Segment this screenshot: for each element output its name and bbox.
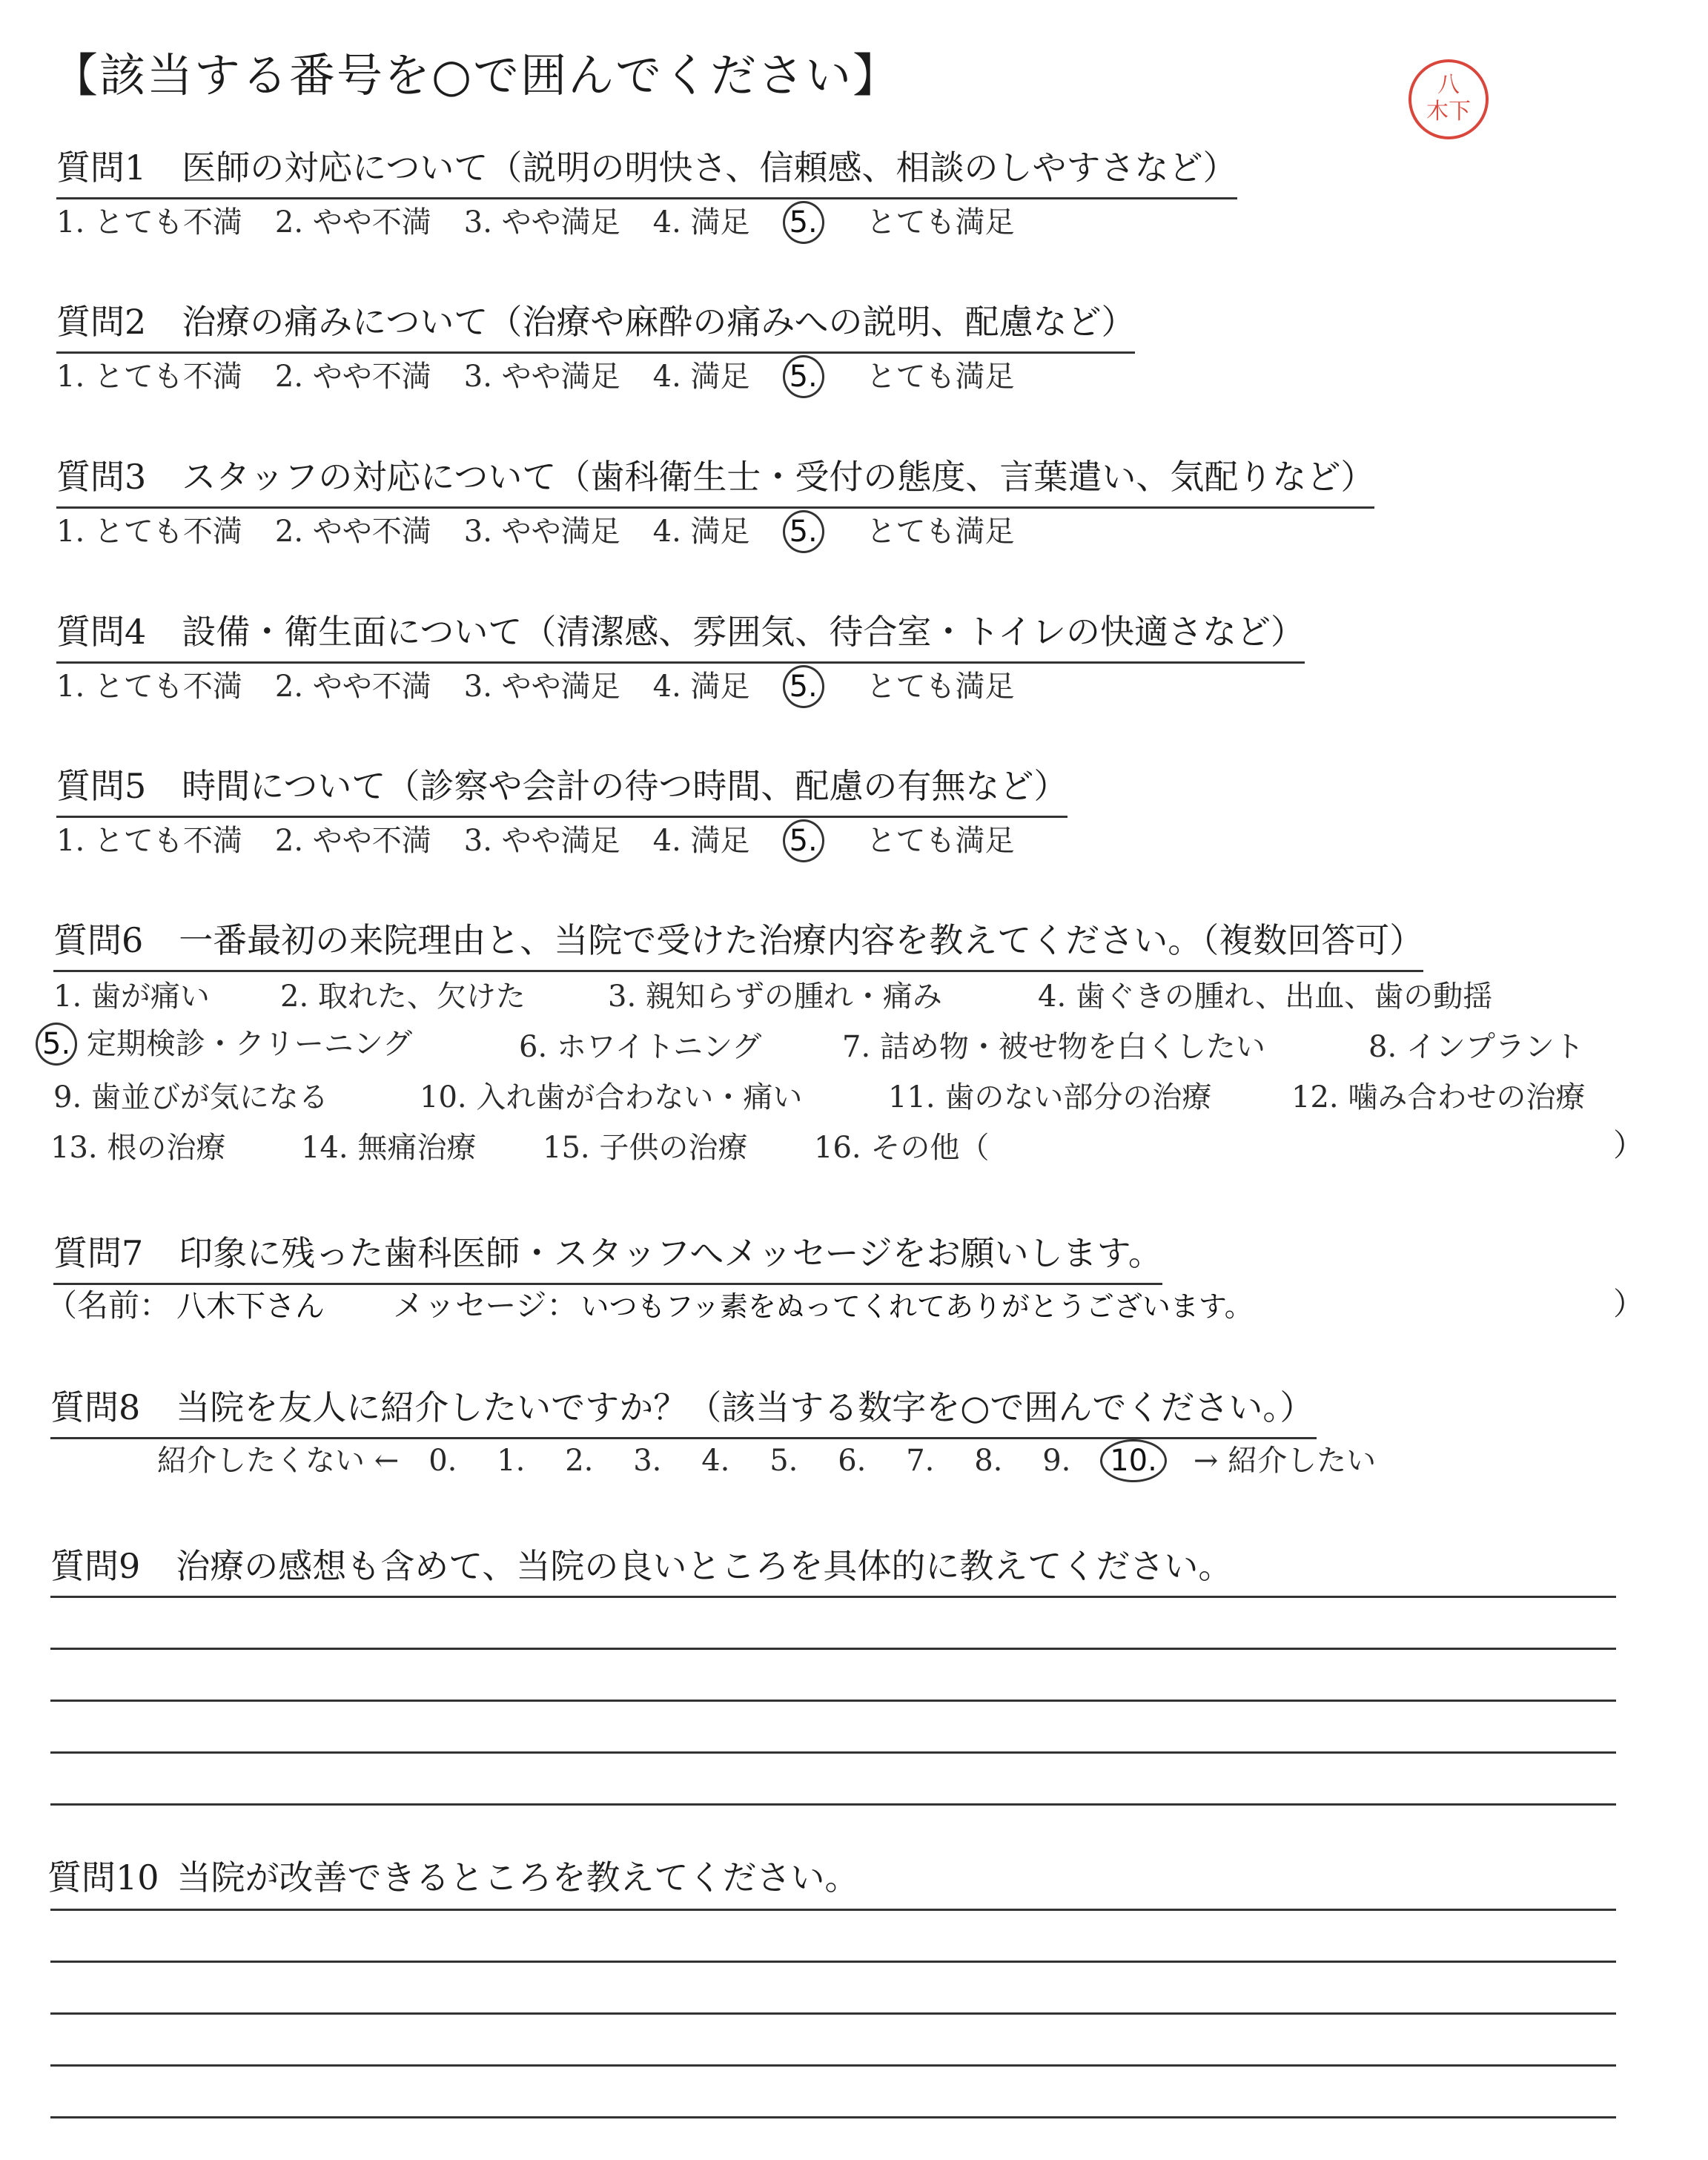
q5-option-3[interactable]: 3. やや満足 — [463, 824, 620, 858]
question-1-label: 質問1 — [56, 148, 147, 188]
q7-name-label: （名前： — [46, 1287, 171, 1324]
question-5-text: 時間について（診察や会計の待つ時間、配慮の有無など） — [182, 766, 1068, 806]
q8-scale-3[interactable]: 3. — [633, 1444, 662, 1478]
question-10-label: 質問10 — [47, 1857, 159, 1898]
question-5-options — [56, 817, 1079, 862]
question-6-text: 一番最初の来院理由と、当院で受けた治療内容を教えてください。（複数回答可） — [179, 920, 1424, 960]
q5-selected-mark: 5. — [783, 819, 824, 862]
q6-option-11[interactable]: 11. 歯のない部分の治療 — [888, 1080, 1212, 1114]
q2-selected-mark: 5. — [783, 355, 824, 398]
q8-scale-2[interactable]: 2. — [565, 1444, 594, 1478]
q2-option-5-label: とても満足 — [866, 360, 1015, 394]
q1-selected-mark: 5. — [783, 201, 824, 244]
question-8-text: 当院を友人に紹介したいですか？（該当する数字を○で囲んでください。） — [176, 1387, 1314, 1427]
question-4-text: 設備・衛生面について（清潔感、雰囲気、待合室・トイレの快適さなど） — [182, 612, 1305, 652]
q1-option-2[interactable]: 2. やや不満 — [274, 205, 431, 240]
q8-scale-9[interactable]: 9. — [1042, 1444, 1071, 1478]
seal-text-1: 八 — [1437, 72, 1460, 98]
question-7-text: 印象に残った歯科医師・スタッフへメッセージをお願いします。 — [179, 1233, 1162, 1273]
q5-option-4[interactable]: 4. 満足 — [652, 824, 750, 858]
q10-answer-line-5[interactable] — [50, 2116, 1616, 2118]
q3-option-5[interactable] — [783, 508, 1047, 553]
q10-answer-line-3[interactable] — [50, 2012, 1616, 2015]
question-3-label: 質問3 — [56, 457, 147, 497]
question-6-label: 質問6 — [53, 920, 144, 960]
question-5-label: 質問5 — [56, 766, 147, 806]
q1-option-3[interactable]: 3. やや満足 — [463, 205, 620, 240]
q8-scale-1[interactable]: 1. — [497, 1444, 526, 1478]
q6-option-10[interactable]: 10. 入れ歯が合わない・痛い — [420, 1080, 803, 1114]
question-1-text: 医師の対応について（説明の明快さ、信頼感、相談のしやすさなど） — [182, 148, 1237, 188]
q8-selected-mark[interactable]: 10. — [1100, 1439, 1167, 1482]
q7-message-value: いつもフッ素をぬってくれてありがとうございます。 — [580, 1290, 1253, 1323]
question-5-title — [56, 759, 1068, 818]
question-9-text: 治療の感想も含めて、当院の良いところを具体的に教えてください。 — [176, 1546, 1233, 1586]
q9-answer-line-2[interactable] — [50, 1648, 1616, 1650]
q5-option-1[interactable]: 1. とても不満 — [56, 824, 242, 858]
q9-answer-line-3[interactable] — [50, 1700, 1616, 1702]
question-2-options — [56, 353, 1079, 398]
question-3-title — [56, 450, 1374, 509]
q3-option-3[interactable]: 3. やや満足 — [463, 515, 620, 549]
q4-option-3[interactable]: 3. やや満足 — [463, 670, 620, 704]
q6-option-4[interactable]: 4. 歯ぐきの腫れ、出血、歯の動揺 — [1038, 980, 1493, 1014]
q4-option-5-label: とても満足 — [866, 670, 1015, 704]
q9-answer-line-4[interactable] — [50, 1751, 1616, 1754]
q1-option-1[interactable]: 1. とても不満 — [56, 205, 242, 240]
q8-scale-4[interactable]: 4. — [701, 1444, 730, 1478]
seal-text-2: 木下 — [1426, 99, 1471, 125]
form-heading: 【該当する番号を○で囲んでください】 — [52, 48, 901, 102]
q8-scale-8[interactable]: 8. — [974, 1444, 1003, 1478]
q2-option-5[interactable] — [783, 353, 1047, 398]
q7-name-value: 八木下さん — [176, 1289, 325, 1324]
q6-option-5[interactable] — [36, 1020, 412, 1066]
question-10-text: 当院が改善できるところを教えてください。 — [176, 1857, 859, 1898]
q6-option-13[interactable]: 13. 根の治療 — [50, 1131, 226, 1165]
q4-selected-mark: 5. — [783, 665, 824, 708]
q8-scale-row — [157, 1437, 1376, 1482]
q9-answer-line-5[interactable] — [50, 1803, 1616, 1806]
q3-option-5-label: とても満足 — [866, 515, 1015, 549]
q6-option-5-label: 定期検診・クリーニング — [86, 1027, 413, 1061]
q8-scale-5[interactable]: 5. — [769, 1444, 798, 1478]
q6-selected-mark: 5. — [36, 1023, 77, 1066]
question-1-options — [56, 199, 1079, 244]
question-9-title — [50, 1539, 1232, 1588]
q10-answer-line-1[interactable] — [50, 1909, 1616, 1911]
q6-option-9[interactable]: 9. 歯並びが気になる — [53, 1080, 328, 1114]
q10-answer-line-4[interactable] — [50, 2064, 1616, 2067]
q2-option-3[interactable]: 3. やや満足 — [463, 360, 620, 394]
question-3-options — [56, 508, 1079, 553]
question-4-label: 質問4 — [56, 612, 147, 652]
q8-scale-7[interactable]: 7. — [906, 1444, 935, 1478]
question-2-title — [56, 295, 1135, 354]
q1-option-5-label: とても満足 — [866, 205, 1015, 240]
q6-option-6[interactable]: 6. ホワイトニング — [519, 1030, 762, 1064]
q5-option-5-label: とても満足 — [866, 824, 1015, 858]
q8-scale-0[interactable]: 0. — [428, 1444, 457, 1478]
q6-option-3[interactable]: 3. 親知らずの腫れ・痛み — [608, 980, 942, 1014]
q6-option-16[interactable]: 16. その他（ — [814, 1131, 990, 1165]
q7-message-label: メッセージ： — [393, 1287, 578, 1324]
question-7-label: 質問7 — [53, 1233, 144, 1273]
q3-option-4[interactable]: 4. 満足 — [652, 515, 750, 549]
q1-option-4[interactable]: 4. 満足 — [652, 205, 750, 240]
question-10-title — [47, 1851, 859, 1900]
q6-option-14[interactable]: 14. 無痛治療 — [301, 1131, 477, 1165]
q1-option-5[interactable] — [783, 199, 1047, 244]
question-4-title — [56, 605, 1305, 664]
seal-stamp — [1409, 59, 1489, 139]
question-9-label: 質問9 — [50, 1546, 141, 1586]
q3-selected-mark: 5. — [783, 510, 824, 553]
q4-option-1[interactable]: 1. とても不満 — [56, 670, 242, 704]
q8-scale-6[interactable]: 6. — [838, 1444, 867, 1478]
q6-option-7[interactable]: 7. 詰め物・被せ物を白くしたい — [842, 1030, 1265, 1064]
question-6-title — [53, 914, 1423, 972]
q10-answer-line-2[interactable] — [50, 1961, 1616, 1963]
q6-option-1[interactable]: 1. 歯が痛い — [53, 980, 210, 1014]
q2-option-1[interactable]: 1. とても不満 — [56, 360, 242, 394]
q2-option-2[interactable]: 2. やや不満 — [274, 360, 431, 394]
q7-name-field[interactable] — [46, 1281, 325, 1326]
q4-option-5[interactable] — [783, 663, 1047, 708]
q5-option-5[interactable] — [783, 817, 1047, 862]
q4-option-2[interactable]: 2. やや不満 — [274, 670, 431, 704]
q5-option-2[interactable]: 2. やや不満 — [274, 824, 431, 858]
question-2-label: 質問2 — [56, 302, 147, 342]
q6-option-8[interactable]: 8. インプラント — [1368, 1030, 1584, 1064]
q3-option-2[interactable]: 2. やや不満 — [274, 515, 431, 549]
question-3-text: スタッフの対応について（歯科衛生士・受付の態度、言葉遣い、気配りなど） — [182, 457, 1375, 497]
q6-option-12[interactable]: 12. 噛み合わせの治療 — [1291, 1080, 1586, 1114]
q7-message-field[interactable] — [393, 1281, 1253, 1326]
question-2-text: 治療の痛みについて（治療や麻酔の痛みへの説明、配慮など） — [182, 302, 1136, 342]
q6-option-15[interactable]: 15. 子供の治療 — [543, 1131, 748, 1165]
q3-option-1[interactable]: 1. とても不満 — [56, 515, 242, 549]
question-1-title — [56, 141, 1237, 199]
q7-close-paren: ） — [1613, 1286, 1645, 1322]
q4-option-4[interactable]: 4. 満足 — [652, 670, 750, 704]
question-4-options — [56, 663, 1079, 708]
q8-left-label: 紹介したくない ← — [157, 1444, 400, 1478]
q6-other-close-paren: ） — [1613, 1127, 1645, 1163]
q6-option-2[interactable]: 2. 取れた、欠けた — [280, 980, 526, 1014]
q2-option-4[interactable]: 4. 満足 — [652, 360, 750, 394]
question-8-label: 質問8 — [50, 1387, 141, 1427]
question-7-title — [53, 1226, 1162, 1285]
q9-answer-line-1[interactable] — [50, 1596, 1616, 1598]
q8-right-label: → 紹介したい — [1193, 1444, 1377, 1478]
question-8-title — [50, 1381, 1317, 1439]
